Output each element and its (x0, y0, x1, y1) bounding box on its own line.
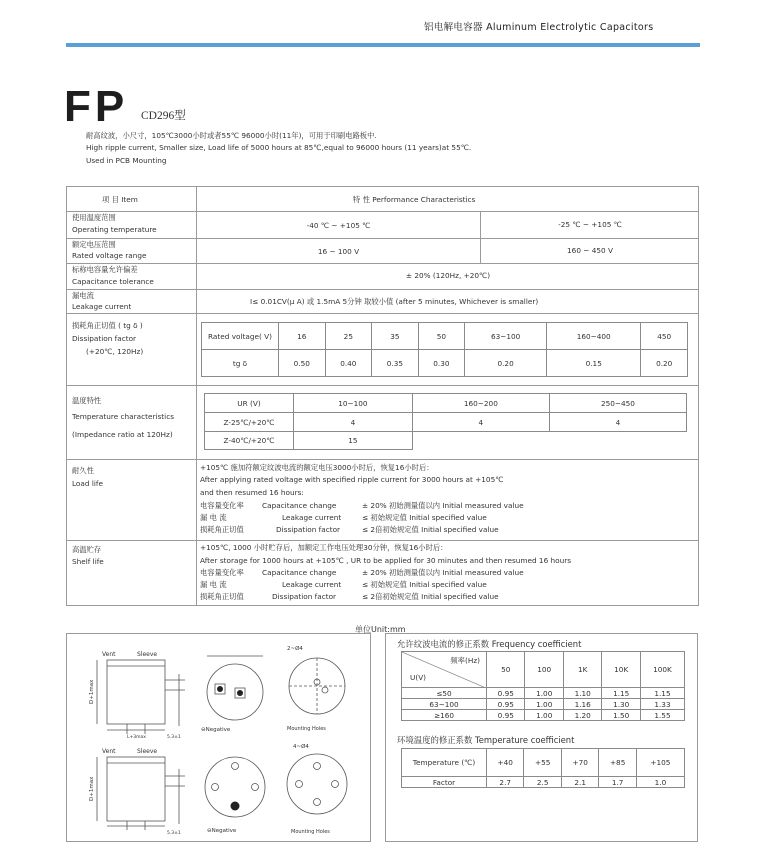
svg-text:5.3±1: 5.3±1 (167, 831, 181, 836)
leakage-label-en: Leakage current (72, 302, 132, 311)
svg-text:⊖Negative: ⊖Negative (207, 828, 237, 834)
temperature-coefficient-table: Temperature (℃) +40 +55 +70 +85 +105 Factor 2.7 2.5 2.1 1.7 1.0 (401, 748, 685, 788)
description-use: Used in PCB Mounting (86, 156, 167, 165)
dimension-drawings (66, 633, 371, 842)
model-number: CD296型 (141, 110, 186, 122)
dissipation-label-en: Dissipation factor (72, 334, 137, 343)
voltage-label-cn: 额定电压范围 (72, 240, 116, 249)
shelf-life-label-en: Shelf life (72, 557, 104, 566)
op-temp-high: -25 ℃ ~ +105 ℃ (558, 220, 622, 229)
capacitor-side-view-1 (97, 660, 185, 734)
sleeve-label: Sleeve (137, 651, 158, 658)
dissipation-label-cn: 损耗角正切值 ( tg δ ) (72, 321, 143, 330)
spacing-label: 5.3±1 (167, 735, 181, 740)
lead-length-label: L+3max (127, 735, 146, 740)
temperature-coefficient-title: 环境温度的修正系数 Temperature coefficient (397, 735, 575, 745)
capacitor-top-view-1 (207, 656, 263, 720)
mounting-holes-view-1 (289, 658, 345, 714)
height-label: D+1max (89, 679, 95, 704)
z40-header: Z-40℃/+20℃ (205, 432, 294, 450)
temp-char-label-en: Temperature characteristics (72, 412, 175, 421)
uv-label: U(V) (410, 673, 427, 682)
dissipation-table: Rated voltage( V) 16 25 35 50 63~100 160~400 450 tg δ 0.50 0.40 0.35 0.30 0.20 0.15 0.20 (201, 322, 688, 377)
rated-voltage-header: Rated voltage( V) (202, 323, 279, 350)
cap-tol-label-en: Capacitance tolerance (72, 277, 154, 286)
page-header-title: 铝电解电容器 Aluminum Electrolytic Capacitors (424, 22, 654, 33)
cap-tol-label-cn: 标称电容量允许偏差 (72, 265, 138, 274)
frequency-coefficient-title: 允许纹波电流的修正系数 Frequency coefficient (397, 639, 582, 649)
hole-spec-4: 4~Ø4 (293, 744, 309, 750)
mounting-holes-label: Mounting Holes (287, 726, 326, 732)
leakage-value: I≤ 0.01CV(μ A) 或 1.5mA 5分钟 取较小值 (after 5 minutes, Whichever is smaller) (250, 297, 539, 306)
ur-header: UR (V) (205, 394, 294, 413)
factor-header: Factor (402, 777, 487, 788)
hz-label: 频率(Hz) (450, 656, 480, 665)
description-cn: 耐高纹波，小尺寸，105℃3000小时或者55℃ 96000小时(11年)，可用于印刷电路板中. (86, 131, 377, 140)
temp-char-cond: (Impedance ratio at 120Hz) (72, 430, 173, 439)
temp-char-label-cn: 温度特性 (72, 396, 102, 405)
series-title: FP (64, 82, 129, 131)
negative-terminal-icon-2 (231, 802, 240, 811)
voltage-low: 16 ~ 100 V (317, 247, 360, 256)
op-temp-label-en: Operating temperature (72, 225, 157, 234)
svg-text:D+1max: D+1max (89, 776, 95, 801)
load-life-label-en: Load life (72, 479, 103, 488)
svg-text:Sleeve: Sleeve (137, 748, 158, 755)
load-life-label-cn: 耐久性 (72, 466, 94, 475)
temp-char-table: UR (V) 10~100 160~200 250~450 Z-25℃/+20℃ 4 4 4 Z-40℃/+20℃ 15 (204, 393, 687, 450)
freq-corner-cell (402, 652, 487, 688)
shelf-life-label-cn: 高温贮存 (72, 545, 102, 554)
dissipation-cond: (+20℃, 120Hz) (86, 347, 144, 356)
negative-terminal-icon (217, 686, 223, 692)
z25-header: Z-25℃/+20℃ (205, 413, 294, 432)
capacitor-side-view-2 (97, 757, 185, 830)
voltage-high: 160 ~ 450 V (567, 246, 613, 255)
hole-spec-2: 2~Ø4 (287, 646, 303, 652)
vent-label: Vent (102, 651, 116, 658)
dimension-drawings-svg (67, 634, 372, 843)
item-header: 项 目 Item (102, 195, 138, 204)
voltage-label-en: Rated voltage range (72, 251, 147, 260)
svg-text:Mounting Holes: Mounting Holes (291, 829, 330, 835)
cap-tol-value: ± 20% (120Hz, +20℃) (405, 271, 491, 280)
leakage-label-cn: 漏电流 (72, 291, 94, 300)
tg-header: tg δ (202, 350, 279, 377)
negative-label: ⊖Negative (201, 727, 231, 733)
frequency-coefficient-table: 频率(Hz) U(V) 50 100 1K 10K 100K ≤50 0.95 1.00 1.10 1.15 1.15 63~100 0.95 1.00 1.16 1.30 1.33 ≥160 0.95 1.00 1.20 1.50 1.55 (401, 651, 685, 721)
header-bar (66, 43, 700, 47)
performance-header: 特 性 Performance Characteristics (353, 195, 476, 204)
svg-text:Vent: Vent (102, 748, 116, 755)
mounting-holes-view-2 (287, 754, 347, 814)
op-temp-label-cn: 使用温度范围 (72, 213, 116, 222)
op-temp-low: -40 ℃ ~ +105 ℃ (306, 221, 371, 230)
temperature-header: Temperature (℃) (402, 749, 487, 777)
unit-label: 单位Unit:mm (355, 625, 406, 634)
description-en: High ripple current, Smaller size, Load life of 5000 hours at 85℃,equal to 96000 hours (11 years)at 55℃. (86, 143, 472, 152)
